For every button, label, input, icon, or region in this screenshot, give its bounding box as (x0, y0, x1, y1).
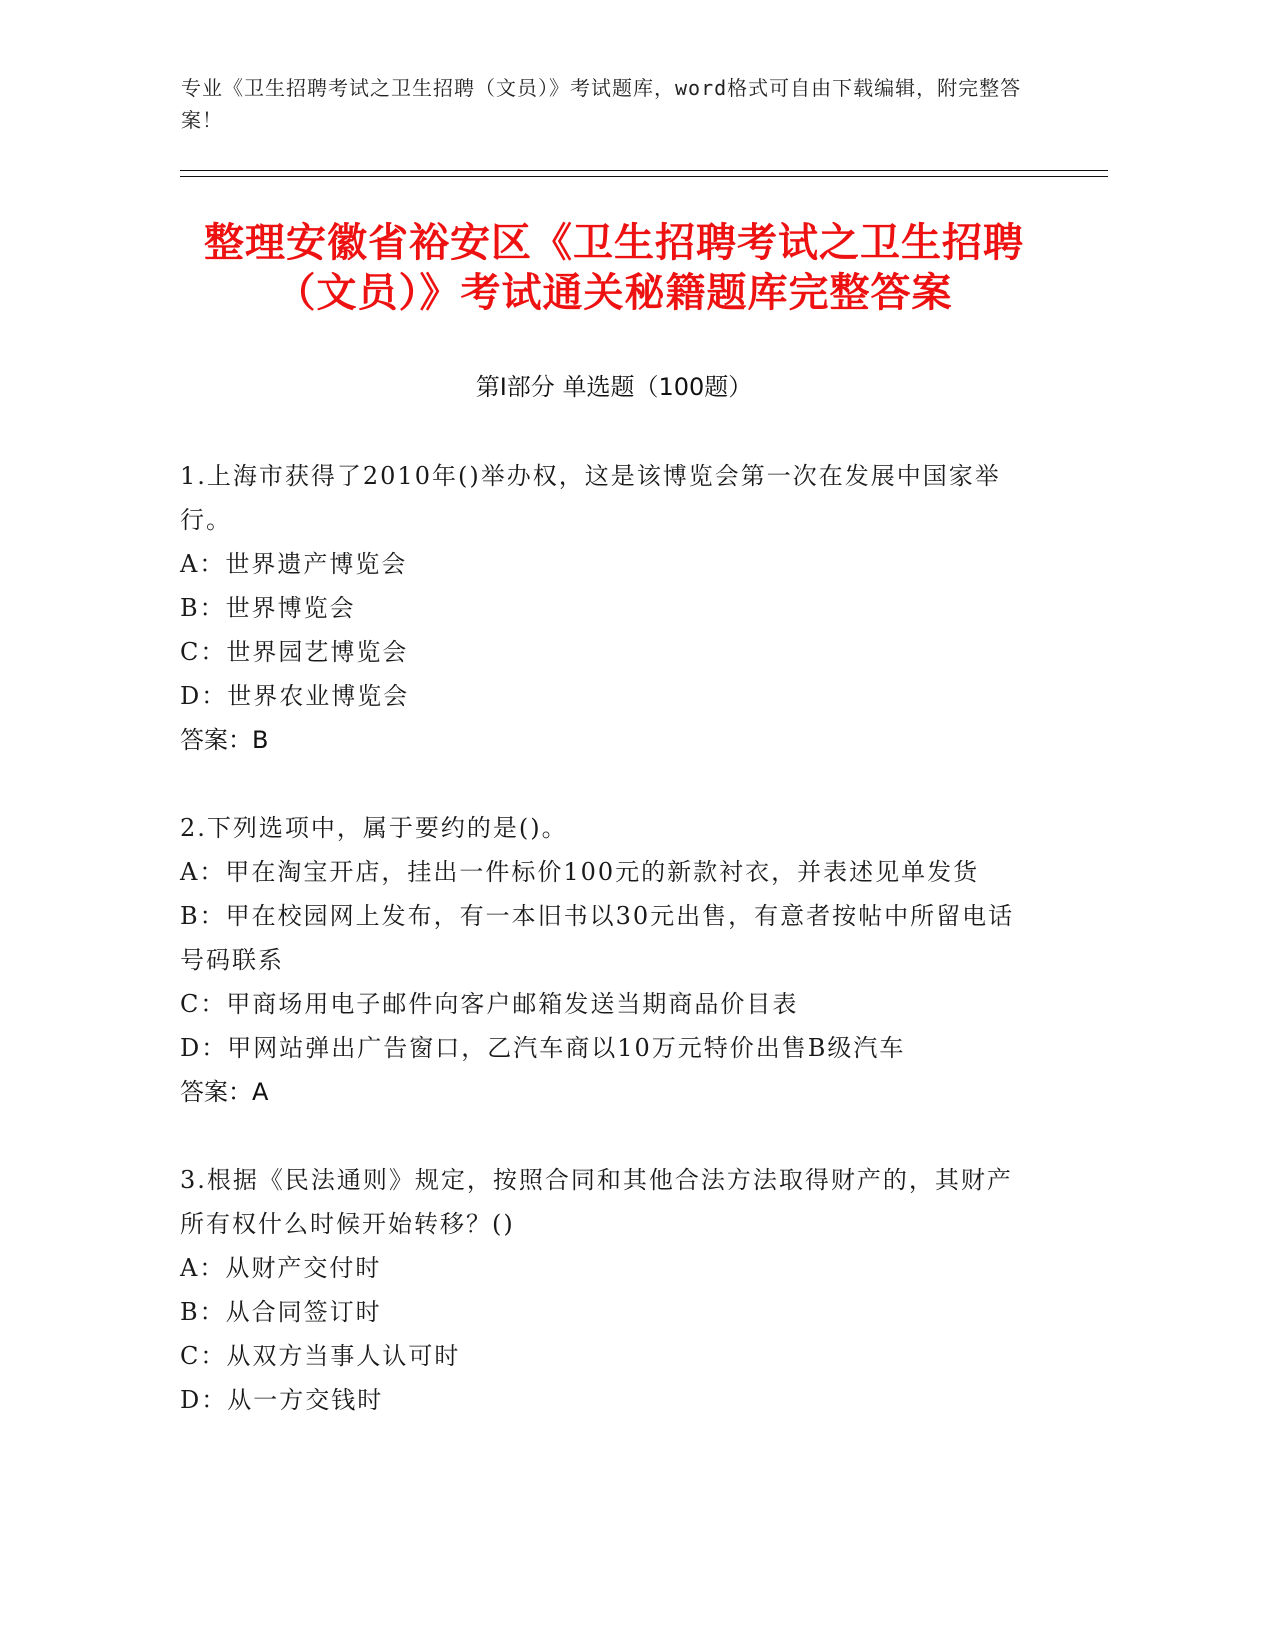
question-stem: 1.上海市获得了2010年()举办权，这是该博览会第一次在发展中国家举行。 (180, 462, 1001, 534)
answer-line: 答案：B (180, 726, 269, 754)
option-d: D：甲网站弹出广告窗口，乙汽车商以10万元特价出售B级汽车 (180, 1034, 906, 1062)
header-divider-bottom (180, 176, 1108, 177)
option-b: B：世界博览会 (180, 594, 356, 622)
header-divider-top (180, 170, 1108, 171)
option-c: C：世界园艺博览会 (180, 638, 409, 666)
header-note: 专业《卫生招聘考试之卫生招聘（文员）》考试题库，word格式可自由下载编辑，附完整答案！ (181, 76, 1022, 132)
option-c: C：甲商场用电子邮件向客户邮箱发送当期商品价目表 (180, 990, 799, 1018)
option-d: D：世界农业博览会 (180, 682, 410, 710)
document-title: 整理安徽省裕安区《卫生招聘考试之卫生招聘（文员）》考试通关秘籍题库完整答案 (204, 220, 1024, 316)
answer-line: 答案：A (180, 1078, 269, 1106)
option-b: B：甲在校园网上发布，有一本旧书以30元出售，有意者按帖中所留电话号码联系 (180, 902, 1015, 974)
question-1 (180, 454, 1030, 762)
question-stem: 3.根据《民法通则》规定，按照合同和其他合法方法取得财产的，其财产所有权什么时候开始转移？() (180, 1166, 1013, 1238)
section-title: 第Ⅰ部分 单选题（100题） (475, 373, 753, 401)
option-b: B：从合同签订时 (180, 1298, 382, 1326)
question-3 (180, 1158, 1030, 1422)
question-2 (180, 806, 1030, 1114)
question-list (180, 454, 1030, 1466)
option-c: C：从双方当事人认可时 (180, 1342, 461, 1370)
option-a: A：世界遗产博览会 (180, 550, 408, 578)
question-stem: 2.下列选项中，属于要约的是()。 (180, 814, 568, 842)
option-a: A：从财产交付时 (180, 1254, 382, 1282)
option-d: D：从一方交钱时 (180, 1386, 384, 1414)
option-a: A：甲在淘宝开店，挂出一件标价100元的新款衬衣，并表述见单发货 (180, 858, 980, 886)
